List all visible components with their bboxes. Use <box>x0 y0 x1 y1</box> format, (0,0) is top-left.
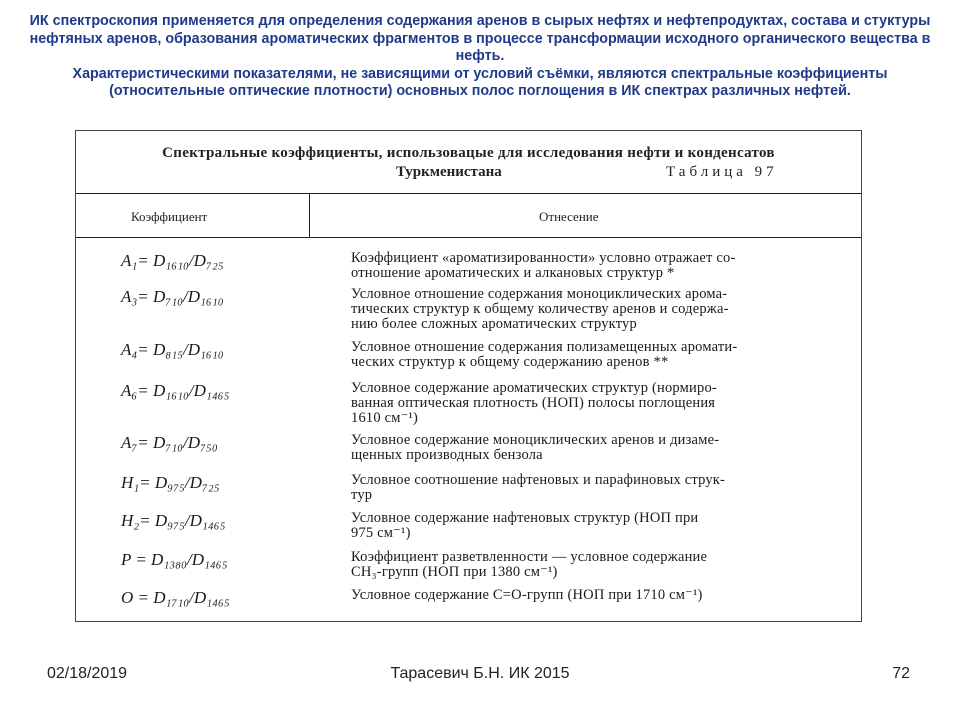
table-title: Спектральные коэффициенты, использовацые для исследования нефти и конденсатов <box>162 145 775 161</box>
row-description: Условное содержание C=O-групп (НОП при 1710 см⁻¹) <box>351 587 703 603</box>
footer-author: Тарасевич Б.Н. ИК 2015 <box>390 665 570 682</box>
row-description: Условное содержание нафтеновых структур (НОП при 975 см⁻¹) <box>351 510 699 541</box>
row-description: Условное отношение содержания полизамещенных аромати- ческих структур к общему содержанию аренов ** <box>351 339 738 370</box>
column-divider <box>309 193 310 237</box>
row-description: Условное содержание ароматических структур (нормиро- ванная оптическая плотность (НОП) полосы поглощения 1610 см⁻¹) <box>351 380 717 426</box>
row-formula: P = D₁₃₈₀/D₁₄₆₅ <box>121 550 228 569</box>
header-paragraph-1: ИК спектроскопия применяется для определения содержания аренов в сырых нефтях и нефтепродуктах, состава и стуктуры нефтяных аренов, образования ароматических фрагментов в процессе трансформации исходного органического вещества в нефть. <box>29 13 931 65</box>
table-top-rule <box>76 193 861 194</box>
row-formula: A₃= D₇₁₀/D₁₆₁₀ <box>121 287 224 306</box>
row-formula: A₇= D₇₁₀/D₇₅₀ <box>121 433 218 452</box>
row-formula: H₁= D₉₇₅/D₇₂₅ <box>121 473 220 492</box>
table-header-rule <box>76 237 861 238</box>
row-formula: A₁= D₁₆₁₀/D₇₂₅ <box>121 251 224 270</box>
row-formula: O = D₁₇₁₀/D₁₄₆₅ <box>121 588 230 607</box>
row-description: Коэффициент «ароматизированности» условно отражает со- отношение ароматических и алкановых структур * <box>351 250 736 281</box>
footer-date: 02/18/2019 <box>47 665 128 682</box>
column-header-ratio: Отнесение <box>539 209 599 224</box>
slide-header <box>14 13 946 101</box>
row-formula: A₆= D₁₆₁₀/D₁₄₆₅ <box>121 381 230 400</box>
table-region: Туркменистана <box>396 164 502 180</box>
row-formula: A₄= D₈₁₅/D₁₆₁₀ <box>121 340 224 359</box>
row-description: Условное отношение содержания моноциклических арома- тических структур к общему количеству аренов и содержа- нию более сложных ароматических структур <box>351 286 729 332</box>
table-number: Таблица 97 <box>666 164 778 180</box>
row-description: Условное содержание моноциклических аренов и дизаме- щенных производных бензола <box>351 432 720 463</box>
footer-page-number: 72 <box>892 665 910 682</box>
row-description: Коэффициент разветвленности — условное содержание CH₃-групп (НОП при 1380 см⁻¹) <box>351 549 708 580</box>
header-paragraph-2: Характеристическими показателями, не зависящими от условий съёмки, являются спектральные коэффициенты (относительные оптические плотности) основных полос поглощения в ИК спектрах различных нефтей. <box>72 65 888 100</box>
scanned-table-image <box>75 130 862 622</box>
row-formula: H₂= D₉₇₅/D₁₄₆₅ <box>121 511 226 530</box>
column-header-coefficient: Коэффициент <box>131 209 208 224</box>
row-description: Условное соотношение нафтеновых и парафиновых струк- тур <box>351 472 726 503</box>
